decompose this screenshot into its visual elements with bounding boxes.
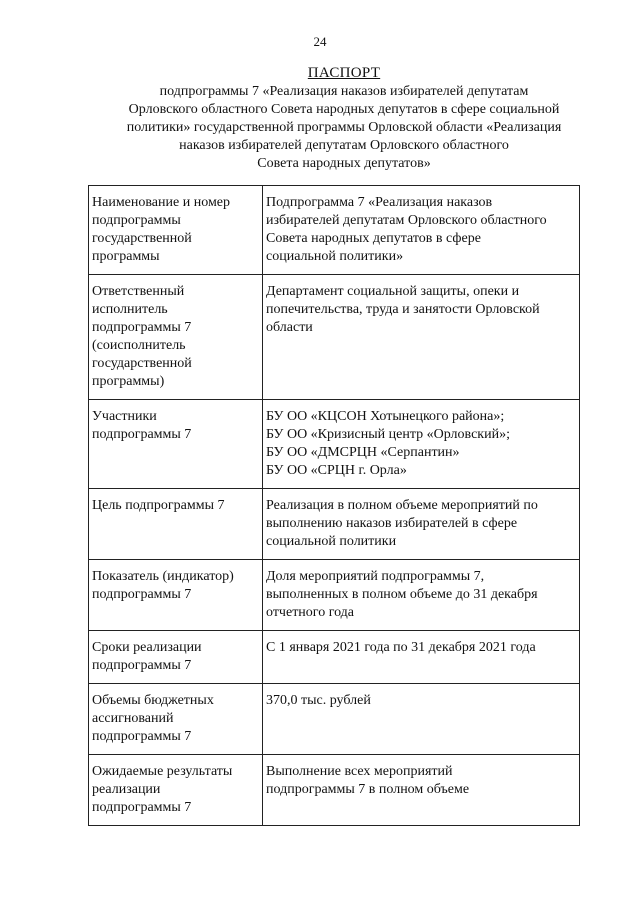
subtitle-line: наказов избирателей депутатам Орловского областного (179, 138, 509, 153)
row-label-cell (89, 560, 263, 631)
row-label-line: Ответственный (92, 284, 185, 299)
row-value-cell (263, 755, 580, 826)
row-label-line: подпрограммы (92, 213, 181, 228)
row-label-line: ассигнований (92, 711, 174, 726)
row-label-line: подпрограммы 7 (92, 320, 192, 335)
subtitle-line: Совета народных депутатов» (257, 156, 431, 171)
row-label-line: Сроки реализации (92, 640, 202, 655)
table-row (89, 631, 580, 684)
document-title: ПАСПОРТ (307, 65, 381, 81)
table-row (89, 275, 580, 400)
subtitle-line: политики» государственной программы Орловской области «Реализация (126, 120, 562, 135)
row-label-line: Участники (92, 409, 157, 424)
row-label-line: исполнитель (92, 302, 168, 317)
row-value-cell (263, 275, 580, 400)
row-value-line: БУ ОО «ДМСРЦН «Серпантин» (266, 445, 460, 460)
row-value-cell (263, 684, 580, 755)
row-label-cell (89, 186, 263, 275)
row-value-cell (263, 400, 580, 489)
row-label-line: подпрограммы 7 (92, 427, 192, 442)
row-label-cell (89, 275, 263, 400)
row-label-line: Цель подпрограммы 7 (92, 498, 225, 513)
passport-header (96, 64, 592, 173)
row-label-cell (89, 631, 263, 684)
row-label-line: подпрограммы 7 (92, 800, 192, 815)
table-row (89, 400, 580, 489)
row-value-line: БУ ОО «СРЦН г. Орла» (266, 463, 407, 478)
row-label-line: реализации (92, 782, 161, 797)
row-value-line: С 1 января 2021 года по 31 декабря 2021 года (266, 640, 536, 655)
row-label-line: Ожидаемые результаты (92, 764, 233, 779)
row-value-line: БУ ОО «Кризисный центр «Орловский»; (266, 427, 510, 442)
row-value-line: Департамент социальной защиты, опеки и (266, 284, 520, 299)
table-row (89, 755, 580, 826)
row-value-cell (263, 631, 580, 684)
subtitle-line: Орловского областного Совета народных депутатов в сфере социальной (128, 102, 560, 117)
subtitle-line: подпрограммы 7 «Реализация наказов избирателей депутатам (159, 84, 529, 99)
row-value-line: подпрограммы 7 в полном объеме (266, 782, 470, 797)
row-value-line: Доля мероприятий подпрограммы 7, (266, 569, 485, 584)
row-label-line: Наименование и номер (92, 195, 231, 210)
row-label-line: подпрограммы 7 (92, 729, 192, 744)
row-label-line: Объемы бюджетных (92, 693, 214, 708)
passport-table (88, 185, 580, 826)
row-value-line: избирателей депутатам Орловского областного (266, 213, 547, 228)
row-label-line: государственной (92, 231, 192, 246)
row-label-cell (89, 755, 263, 826)
table-row (89, 489, 580, 560)
row-value-line: Совета народных депутатов в сфере (266, 231, 481, 246)
row-label-line: (соисполнитель (92, 338, 186, 353)
row-value-cell (263, 560, 580, 631)
row-value-line: социальной политики» (266, 249, 404, 264)
row-label-line: программы (92, 249, 160, 264)
table-row (89, 186, 580, 275)
row-label-line: государственной (92, 356, 192, 371)
row-label-cell (89, 400, 263, 489)
page-number: 24 (313, 34, 327, 49)
row-value-line: Реализация в полном объеме мероприятий по (266, 498, 538, 513)
row-value-line: Выполнение всех мероприятий (266, 764, 453, 779)
row-value-line: социальной политики (266, 534, 397, 549)
row-label-line: программы) (92, 374, 165, 389)
row-label-line: подпрограммы 7 (92, 587, 192, 602)
row-value-line: Подпрограмма 7 «Реализация наказов (266, 195, 493, 210)
row-value-line: отчетного года (266, 605, 355, 620)
row-label-cell (89, 489, 263, 560)
row-value-line: выполненных в полном объеме до 31 декабря (266, 587, 538, 602)
row-value-line: БУ ОО «КЦСОН Хотынецкого района»; (266, 409, 505, 424)
row-value-line: области (266, 320, 313, 335)
table-row (89, 684, 580, 755)
row-value-line: попечительства, труда и занятости Орловской (266, 302, 540, 317)
row-label-cell (89, 684, 263, 755)
row-value-line: выполнению наказов избирателей в сфере (266, 516, 518, 531)
row-value-cell (263, 489, 580, 560)
row-value-line: 370,0 тыс. рублей (266, 693, 371, 708)
table-row (89, 560, 580, 631)
document-subtitle (96, 83, 592, 173)
row-value-cell (263, 186, 580, 275)
row-label-line: Показатель (индикатор) (92, 569, 234, 584)
row-label-line: подпрограммы 7 (92, 658, 192, 673)
